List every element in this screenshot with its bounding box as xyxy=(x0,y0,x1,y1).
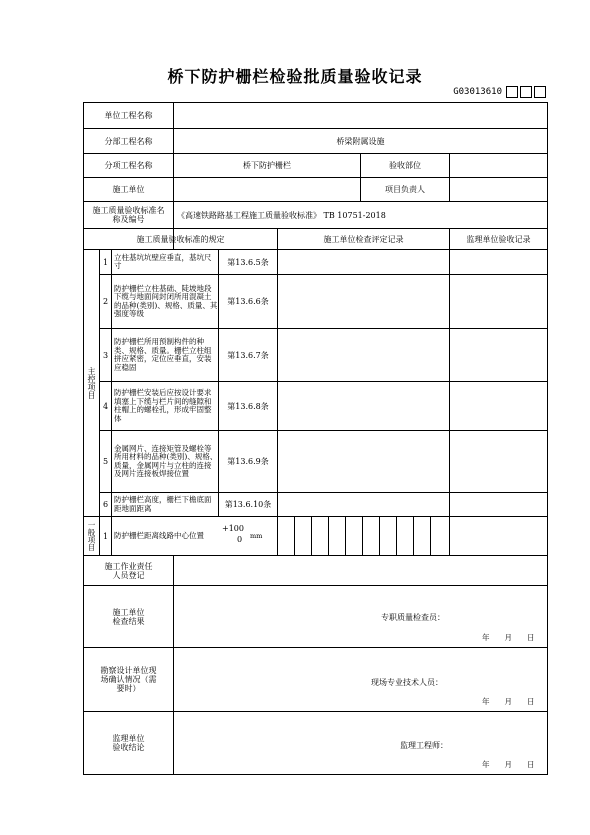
general-item-no: 1 xyxy=(102,531,109,541)
item-text: 防护栅栏安装后应按设计要求填塞上下缆与栏片间的缝隙和柱帽上的螺栓孔，形成牢固整体 xyxy=(114,388,212,423)
item-clause: 第13.6.10条 xyxy=(224,500,272,509)
item-supervision-cell[interactable] xyxy=(450,250,547,274)
item-clause: 第13.6.6条 xyxy=(227,297,269,306)
item-text: 防护栅栏高度，栅栏下檐底面距地面距离 xyxy=(114,495,212,513)
item-no: 5 xyxy=(102,457,109,466)
item-no: 1 xyxy=(102,257,109,267)
standard-rules-header: 施工质量验收标准的规定 xyxy=(136,234,225,244)
code-box[interactable] xyxy=(506,86,518,98)
item-clause: 第13.6.8条 xyxy=(227,401,269,411)
item-check-cell[interactable] xyxy=(278,250,449,274)
responsible-registration-value[interactable] xyxy=(174,556,547,585)
item-text: 防护栅栏所用预制构件的种类、规格、质量。栅栏立柱组拼应紧密，定位应垂直，安装应稳固 xyxy=(114,337,212,372)
code-box[interactable] xyxy=(534,86,546,98)
division-project-label: 分部工程名称 xyxy=(104,136,153,146)
item-check-cell[interactable] xyxy=(278,493,449,516)
item-project-label: 分项工程名称 xyxy=(104,161,153,170)
construction-check-header: 施工单位检查评定记录 xyxy=(323,234,404,244)
standard-name-label: 施工质量验收标准名称及编号 xyxy=(92,206,165,224)
tolerance-minus: 0 xyxy=(237,535,243,544)
survey-confirm-label: 勘察设计单位现场确认情况（需要时） xyxy=(100,666,157,693)
unit-project-value[interactable] xyxy=(174,103,547,128)
item-supervision-cell[interactable] xyxy=(450,275,547,328)
item-text: 金属网片、连接矩管及螺栓等所用材料的品种(类别)、规格、质量，金属网片与立柱的连接及网片连接板焊接位置 xyxy=(114,443,218,478)
project-leader-label: 项目负责人 xyxy=(385,185,425,194)
item-no: 2 xyxy=(102,297,109,306)
construction-result-label: 施工单位检查结果 xyxy=(112,607,145,626)
code-box[interactable] xyxy=(520,86,532,98)
tolerance-plus: +100 xyxy=(222,524,244,533)
item-clause: 第13.6.7条 xyxy=(227,350,269,360)
general-item-text: 防护栅栏距离线路中心位置 xyxy=(114,530,204,540)
responsible-registration-label: 施工作业责任人员登记 xyxy=(104,561,153,580)
field-tech-label: 现场专业技术人员： xyxy=(371,678,443,687)
survey-date: 年 月 日 xyxy=(482,697,535,706)
main-control-label: 主控项目 xyxy=(87,367,96,399)
item-no: 6 xyxy=(102,500,109,509)
construction-unit-value[interactable] xyxy=(174,178,360,201)
division-project-value: 桥梁附属设施 xyxy=(336,136,385,146)
supervision-record-header: 监理单位验收记录 xyxy=(466,234,531,244)
form-code: G03013610 xyxy=(453,87,502,97)
item-check-cell[interactable] xyxy=(278,329,449,381)
item-check-cell[interactable] xyxy=(278,382,449,430)
item-text: 防护栅栏立柱基础、陡坡地段下缆与地面间封闭所用混凝土的品种(类别)、规格、质量、其强度等级 xyxy=(114,283,218,318)
item-project-value: 桥下防护栅栏 xyxy=(243,161,291,170)
item-clause: 第13.6.5条 xyxy=(227,257,269,267)
item-check-cell[interactable] xyxy=(278,431,449,492)
acceptance-part-label: 验收部位 xyxy=(389,161,421,170)
item-no: 3 xyxy=(102,350,109,360)
supervising-engineer-label: 监理工程师： xyxy=(400,741,448,750)
item-supervision-cell[interactable] xyxy=(450,431,547,492)
item-supervision-cell[interactable] xyxy=(450,329,547,381)
supervision-conclusion-label: 监理单位验收结论 xyxy=(112,734,145,752)
tolerance-unit: mm xyxy=(250,532,263,540)
item-no: 4 xyxy=(102,401,109,411)
unit-project-label: 单位工程名称 xyxy=(104,111,153,120)
item-clause: 第13.6.9条 xyxy=(227,457,269,466)
item-supervision-cell[interactable] xyxy=(450,382,547,430)
supervision-date: 年 月 日 xyxy=(482,760,535,769)
item-check-cell[interactable] xyxy=(278,275,449,328)
qc-inspector-label: 专职质量检查员： xyxy=(381,613,445,622)
form-code-row xyxy=(453,86,546,98)
project-leader-value[interactable] xyxy=(450,178,547,201)
page-title: 桥下防护栅栏检验批质量验收记录 xyxy=(167,67,423,86)
construction-unit-label: 施工单位 xyxy=(112,185,145,194)
item-text: 立柱基坑坑壁应垂直，基坑尺寸 xyxy=(114,252,212,270)
standard-name-value: 《高速铁路路基工程施工质量验收标准》 TB 10751-2018 xyxy=(177,210,386,220)
item-supervision-cell[interactable] xyxy=(450,493,547,516)
general-items-label: 一般项目 xyxy=(87,521,96,551)
acceptance-part-value[interactable] xyxy=(450,154,547,177)
construction-date: 年 月 日 xyxy=(482,633,535,642)
